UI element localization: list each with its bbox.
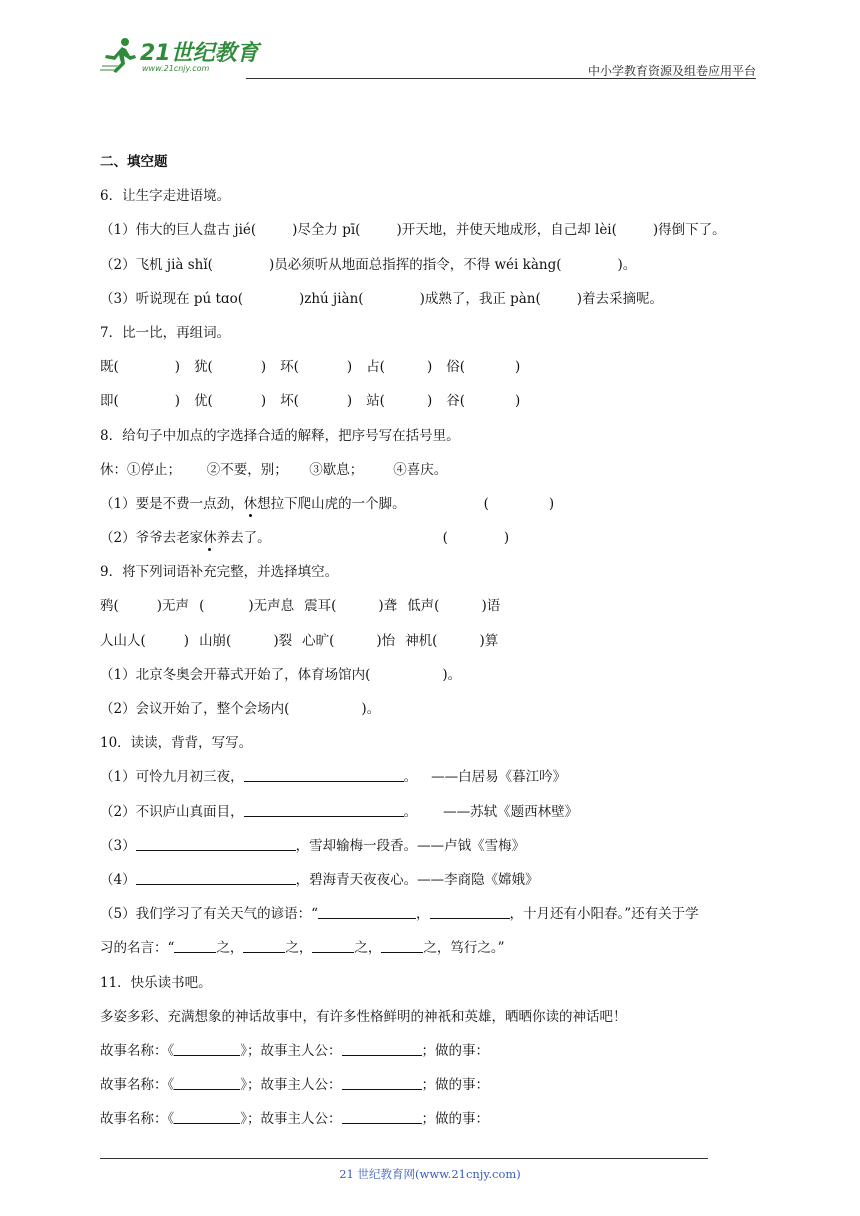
story-name-blank[interactable] [174,1075,240,1090]
question-7-row-1 [100,350,780,384]
question-9-title: 9．将下列词语补充完整，并选择填空。 [100,564,339,581]
text: )成熟了，我正 pàn( [419,290,541,307]
text: ) [548,495,555,512]
question-9-item-2 [100,692,780,726]
text: ；做的事： [421,1077,489,1094]
answer-underline[interactable] [430,904,510,919]
text: ( [483,495,489,512]
question-8-item-1 [100,487,780,521]
text: ) [515,393,521,410]
text: ) [346,393,353,410]
text: )着去采摘呢。 [576,290,664,307]
text: 谷( [446,393,466,410]
question-10-item-6 [100,931,780,965]
text: 。 [403,803,418,820]
text: 站( [366,393,385,410]
text: 》；故事主人公： [240,1111,342,1128]
text: 心旷( [302,632,335,649]
section-title: 二、填空题 [100,154,168,170]
answer-underline[interactable] [136,870,296,885]
story-name-blank[interactable] [174,1041,240,1056]
question-6-item-1 [100,213,780,247]
text: )尽全力 pī( [292,222,361,239]
question-9-item-1 [100,658,780,692]
text: （5）我们学习了有关天气的谚语：“ [100,906,318,923]
text: 优( [194,393,213,410]
text: )聋 [378,598,398,615]
dotted-character: 休 [243,495,258,512]
document-body [100,145,780,1136]
text: 养去了。 [216,530,271,547]
text: （3） [100,837,136,854]
text: ) [174,359,181,376]
question-7-title: 7．比一比，再组词。 [100,324,231,341]
header-divider [246,78,756,79]
question-8-title: 8．给句子中加点的字选择合适的解释，把序号写在括号里。 [100,427,460,444]
text: ) [174,393,181,410]
question-6-item-2 [100,248,780,282]
text: 故事名称：《 [100,1077,175,1094]
answer-underline[interactable] [312,938,354,953]
text: ， [416,906,430,923]
question-9-row-2 [100,624,780,658]
text: )。 [442,666,462,683]
text: 之，笃行之。” [423,940,505,957]
platform-title: 中小学教育资源及组卷应用平台 [587,64,756,78]
text: )无声息 [248,598,295,615]
text: ) [183,632,190,649]
question-6-title: 6．让生字走进语境。 [100,188,231,205]
story-row [100,1034,780,1068]
text: ——白居易《暮江吟》 [431,769,567,786]
answer-underline[interactable] [174,938,216,953]
story-hero-blank[interactable] [342,1075,422,1090]
dotted-character: 休 [203,530,217,547]
text: )。 [617,256,637,273]
question-9-row-1 [100,589,780,623]
page-header [96,30,756,80]
text: 犹( [194,359,213,376]
answer-underline[interactable] [243,938,285,953]
text: 之， [354,940,382,957]
answer-underline[interactable] [318,904,416,919]
text: （2）会议开始了，整个会场内( [100,701,290,717]
text: )。 [361,701,381,717]
text: 故事名称：《 [100,1042,175,1059]
text: ) [515,359,521,376]
text: 习的名言：“ [100,940,175,957]
footer-divider [100,1158,708,1159]
question-8-options: 休：①停止； ②不要，别； ③歇息； ④喜庆。 [100,461,448,478]
answer-underline[interactable] [136,836,296,851]
text: 坏( [280,393,299,410]
story-hero-blank[interactable] [342,1109,422,1124]
text: 之， [216,940,244,957]
text: （2）飞机 jià shǐ( [100,256,213,273]
text: ) [260,359,267,376]
text: （1）伟大的巨人盘古 jié( [100,222,257,239]
question-8-item-2 [100,521,780,555]
text: 占( [366,359,385,376]
text: 神机( [405,632,438,649]
text: 鸦( [100,598,119,615]
text: )算 [479,632,499,649]
text: ；做的事： [421,1042,489,1059]
text: ( [442,530,448,547]
question-7-row-2 [100,384,780,418]
story-hero-blank[interactable] [342,1041,422,1056]
text: ( [199,598,205,615]
question-11-title: 11．快乐读书吧。 [100,974,212,991]
text: ，碧海青天夜夜心。——李商隐《嫦娥》 [295,871,539,888]
footer-link[interactable]: 21 世纪教育网(www.21cnjy.com) [339,1167,521,1181]
question-10-item-2 [100,795,780,829]
text: （1）可怜九月初三夜， [100,769,244,786]
question-10-item-1 [100,760,780,794]
text: 》；故事主人公： [240,1077,342,1094]
text: ——苏轼《题西林壁》 [443,803,579,820]
text: )zhú jiàn( [298,290,364,307]
text: 想拉下爬山虎的一个脚。 [257,495,406,512]
text: )开天地，并使天地成形，自己却 lèi( [396,222,617,239]
text: 》；故事主人公： [240,1042,342,1059]
answer-underline[interactable] [244,802,404,817]
text: 之， [285,940,313,957]
text: （3）听说现在 pú tɑo( [100,290,243,307]
text: )裂 [273,632,293,649]
question-11-intro: 多姿多彩、充满想象的神话故事中，有许多性格鲜明的神祇和英雄，晒晒你读的神话吧！ [100,1008,627,1025]
text: 低声( [407,598,440,615]
runner-logo-icon [100,36,140,74]
text: 故事名称：《 [100,1111,175,1128]
text: ) [503,530,510,547]
text: 俗( [446,359,466,376]
question-10-item-3 [100,829,780,863]
text: 即( [100,393,119,410]
text: ) [426,393,433,410]
text: ) [260,393,267,410]
question-6-item-3 [100,282,780,316]
text: 。 [403,769,418,786]
text: ，十月还有小阳春。”还有关于学 [509,906,699,923]
story-row [100,1068,780,1102]
text: 环( [280,359,299,376]
text: ) [346,359,353,376]
logo-brand-text: 21世纪教育 [140,41,259,66]
text: （2）不识庐山真面目， [100,803,244,820]
text: （1）要是不费一点劲， [100,495,244,512]
text: )无声 [156,598,190,615]
question-10-item-5 [100,897,780,931]
text: )员必须听从地面总指挥的指令，不得 wéi kàng( [268,256,562,273]
answer-underline[interactable] [381,938,423,953]
story-name-blank[interactable] [174,1109,240,1124]
text: ) [426,359,433,376]
text: 人山人( [100,632,146,649]
text: ，雪却输梅一段香。——卢钺《雪梅》 [295,837,526,854]
text: ；做的事： [421,1111,489,1128]
text: )语 [481,598,501,615]
text: )怡 [376,632,396,649]
text: （4） [100,871,136,888]
text: )得倒下了。 [652,222,726,239]
question-10-item-4 [100,863,780,897]
text: 震耳( [304,598,337,615]
story-row [100,1102,780,1136]
logo-url-text: www.21cnjy.com [142,64,210,73]
text: （1）北京冬奥会开幕式开始了，体育场馆内( [100,666,371,683]
site-logo[interactable] [96,30,266,78]
text: （2）爷爷去老家 [100,530,204,547]
question-10-title: 10．读读，背背，写写。 [100,735,253,752]
answer-underline[interactable] [244,767,404,782]
text: 既( [100,359,119,376]
text: 山崩( [199,632,232,649]
